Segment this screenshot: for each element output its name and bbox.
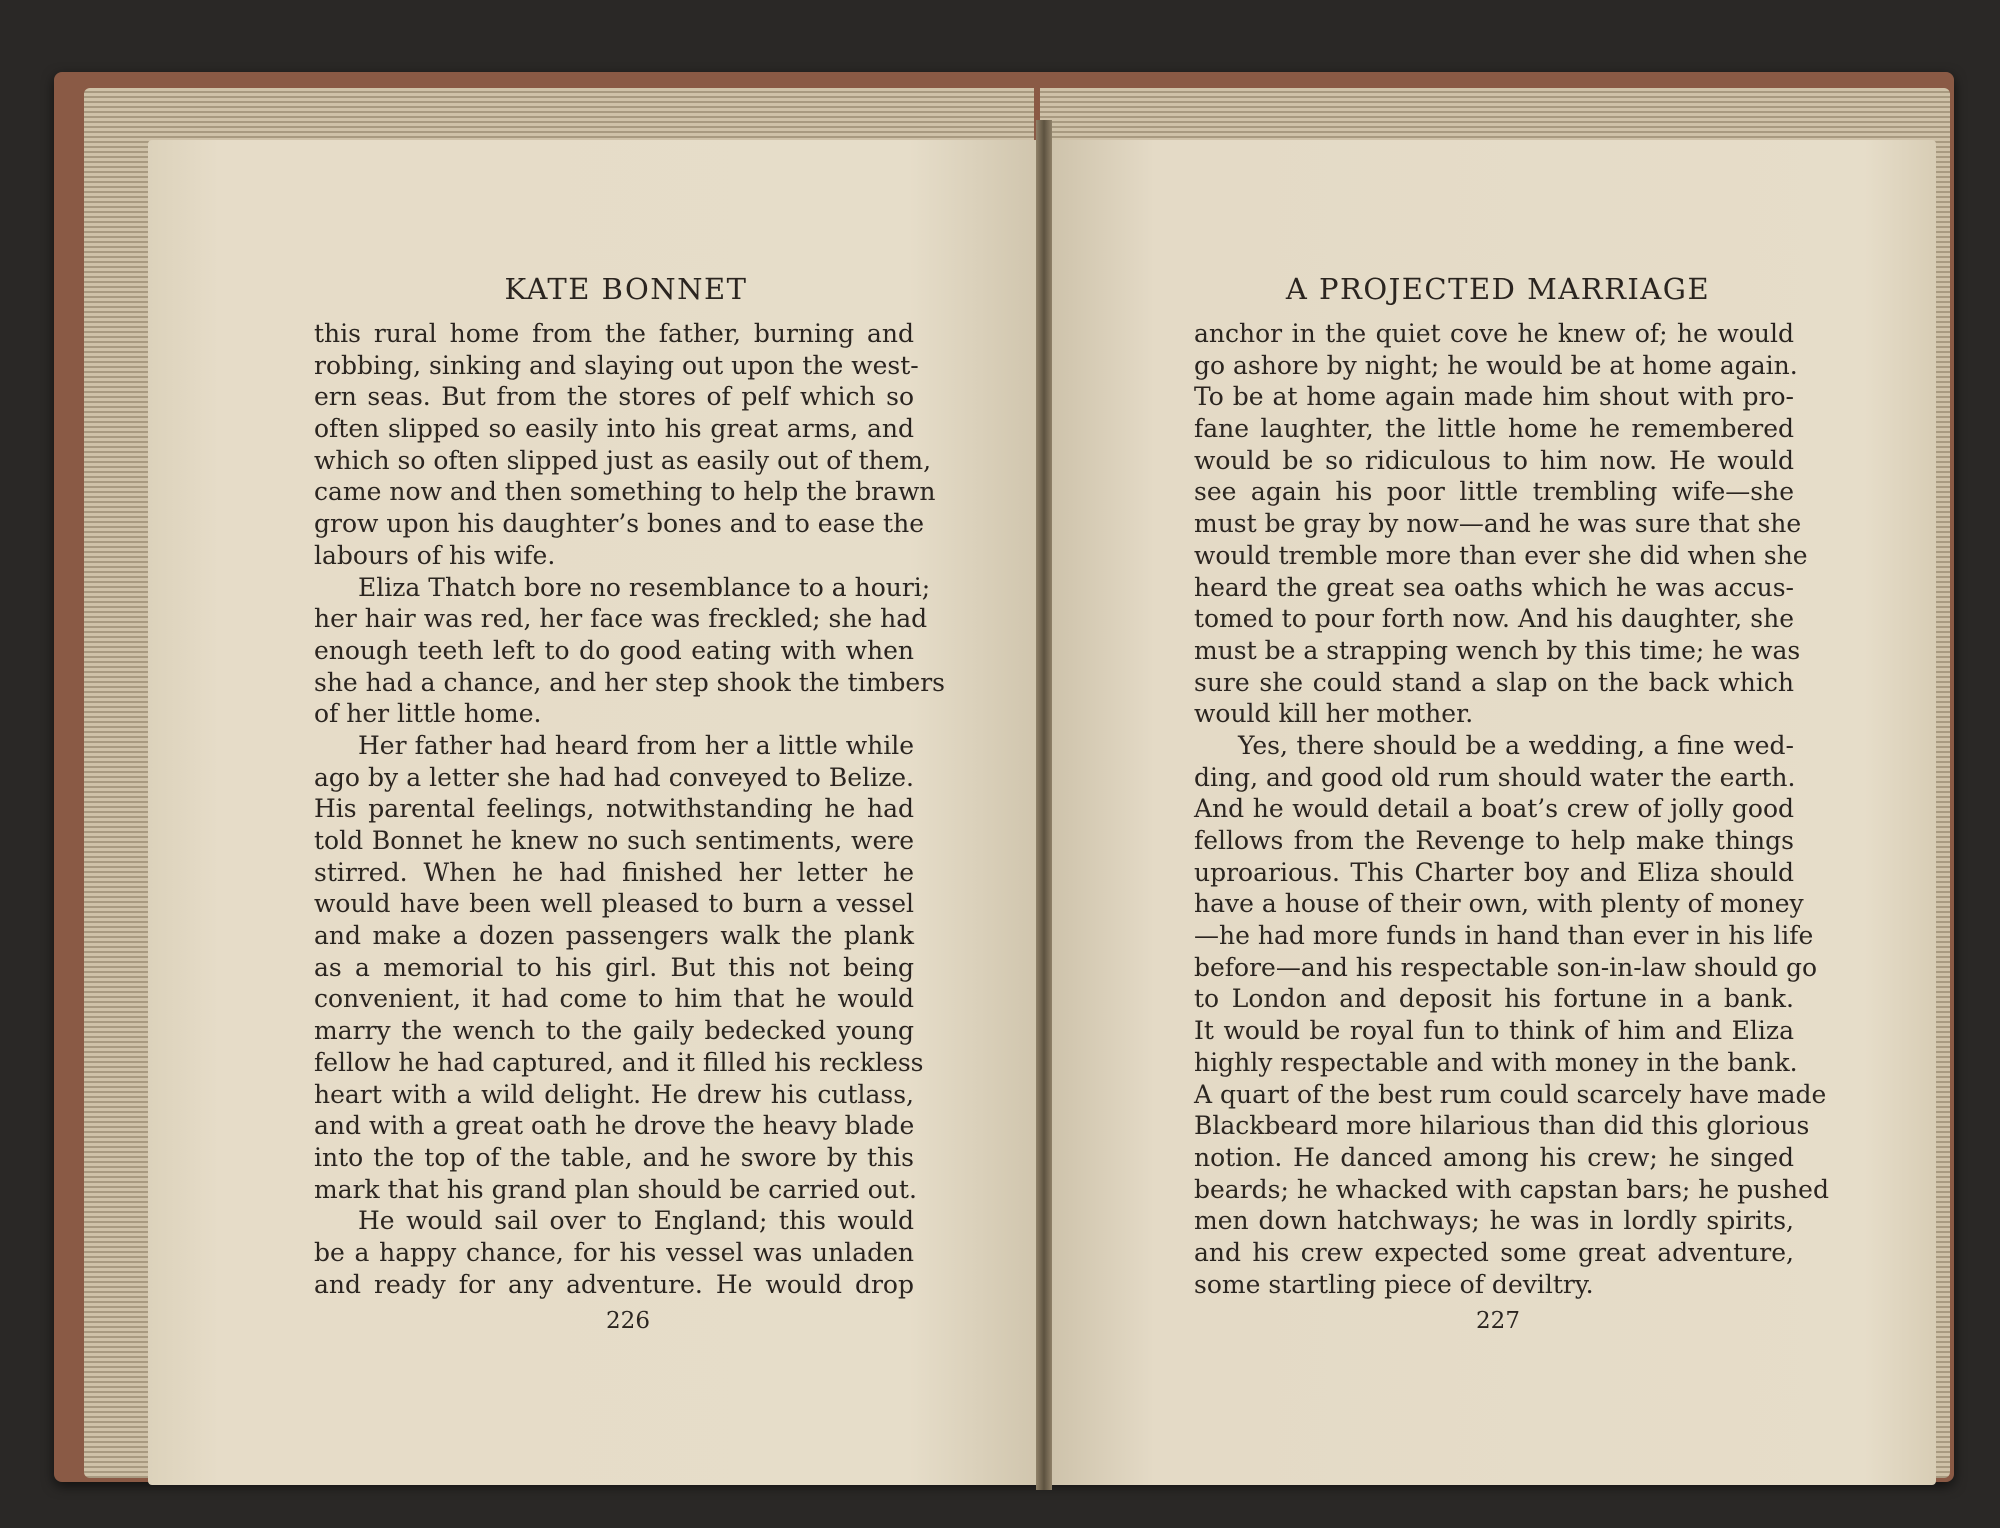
text-line: labours of his wife. <box>314 540 556 570</box>
text-line: heart with a wild delight. He drew his cutlass, <box>314 1079 914 1109</box>
text-line: beards; he whacked with capstan bars; he pushed <box>1194 1174 1829 1204</box>
page-number-left: 226 <box>606 1308 650 1334</box>
text-line: ern seas. But from the stores of pelf which so <box>314 382 914 412</box>
text-line: stirred. When he had finished her letter he <box>314 857 914 887</box>
text-line: Yes, there should be a wedding, a fine wed- <box>1238 730 1794 760</box>
text-line: He would sail over to England; this would <box>358 1206 914 1236</box>
text-line: A quart of the best rum could scarcely have made <box>1194 1079 1827 1109</box>
running-head-left: KATE BONNET <box>504 272 748 306</box>
text-line: mark that his grand plan should be carried out. <box>314 1174 917 1204</box>
text-line: and his crew expected some great adventure, <box>1194 1237 1794 1267</box>
text-line: men down hatchways; he was in lordly spirits, <box>1194 1206 1794 1236</box>
text-line: must be a strapping wench by this time; he was <box>1194 635 1801 665</box>
text-line: His parental feelings, notwithstanding he had <box>314 794 914 824</box>
text-line: anchor in the quiet cove he knew of; he would <box>1194 319 1794 348</box>
text-line: —he had more funds in hand than ever in his life <box>1194 921 1814 951</box>
text-line: go ashore by night; he would be at home again. <box>1194 350 1798 380</box>
text-line: told Bonnet he knew no such sentiments, were <box>314 826 914 855</box>
text-line: be a happy chance, for his vessel was unladen <box>314 1237 914 1267</box>
text-line: would kill her mother. <box>1194 699 1474 729</box>
text-line: ding, and good old rum should water the earth. <box>1194 762 1796 792</box>
left-page <box>148 140 1044 1485</box>
text-line: sure she could stand a slap on the back which <box>1194 667 1794 697</box>
text-line: To be at home again made him shout with pro- <box>1194 382 1794 412</box>
text-line: fellow he had captured, and it filled his reckless <box>314 1047 924 1077</box>
text-line: to London and deposit his fortune in a bank. <box>1194 984 1794 1014</box>
book-gutter <box>1036 120 1052 1490</box>
text-line: And he would detail a boat’s crew of jolly good <box>1194 794 1794 824</box>
right-page-body <box>1194 318 1829 1300</box>
text-line: Blackbeard more hilarious than did this glorious <box>1194 1111 1810 1141</box>
text-line: and ready for any adventure. He would drop <box>314 1269 914 1299</box>
text-line: would have been well pleased to burn a vessel <box>314 889 914 919</box>
text-line: of her little home. <box>314 699 542 729</box>
text-line: notion. He danced among his crew; he singed <box>1194 1142 1794 1172</box>
text-line: highly respectable and with money in the bank. <box>1194 1047 1798 1077</box>
text-line: fane laughter, the little home he remembered <box>1194 414 1794 444</box>
right-page <box>1048 140 1936 1485</box>
text-line: tomed to pour forth now. And his daughter, she <box>1194 604 1794 634</box>
text-line: marry the wench to the gaily bedecked young <box>314 1016 914 1046</box>
text-line: robbing, sinking and slaying out upon the west- <box>314 350 919 380</box>
page-number-right: 227 <box>1476 1308 1520 1334</box>
text-line: she had a chance, and her step shook the timbers <box>314 667 945 697</box>
text-line: grow upon his daughter’s bones and to ease the <box>314 509 924 539</box>
text-line: and make a dozen passengers walk the plank <box>314 921 914 951</box>
text-line: as a memorial to his girl. But this not being <box>314 952 914 982</box>
text-line: Her father had heard from her a little while <box>358 730 914 760</box>
text-line: heard the great sea oaths which he was accus- <box>1194 572 1794 602</box>
text-line: have a house of their own, with plenty of money <box>1194 889 1804 919</box>
left-page-body <box>314 318 945 1300</box>
text-line: fellows from the Revenge to help make things <box>1194 826 1794 855</box>
running-head-right: A PROJECTED MARRIAGE <box>1285 272 1711 306</box>
text-line: before—and his respectable son-in-law should go <box>1194 952 1818 982</box>
text-line: her hair was red, her face was freckled; she had <box>314 604 928 634</box>
text-line: would be so ridiculous to him now. He would <box>1194 445 1794 475</box>
text-line: see again his poor little trembling wife—she <box>1194 477 1794 507</box>
text-line: Eliza Thatch bore no resemblance to a houri; <box>358 572 931 602</box>
text-line: convenient, it had come to him that he would <box>314 984 914 1014</box>
text-line: came now and then something to help the brawn <box>314 477 936 507</box>
text-line: uproarious. This Charter boy and Eliza should <box>1194 857 1794 887</box>
text-line: ago by a letter she had had conveyed to Belize. <box>314 762 914 792</box>
text-line: which so often slipped just as easily out of them, <box>314 445 932 475</box>
text-line: some startling piece of deviltry. <box>1194 1269 1594 1299</box>
text-line: this rural home from the father, burning and <box>314 319 914 348</box>
text-line: enough teeth left to do good eating with when <box>314 635 914 665</box>
text-line: and with a great oath he drove the heavy blade <box>314 1111 915 1141</box>
text-line: into the top of the table, and he swore by this <box>314 1142 914 1172</box>
text-line: must be gray by now—and he was sure that she <box>1194 509 1802 539</box>
text-line: would tremble more than ever she did when she <box>1194 540 1808 570</box>
text-line: It would be royal fun to think of him and Eliza <box>1194 1016 1794 1046</box>
text-line: often slipped so easily into his great arms, and <box>314 414 914 444</box>
